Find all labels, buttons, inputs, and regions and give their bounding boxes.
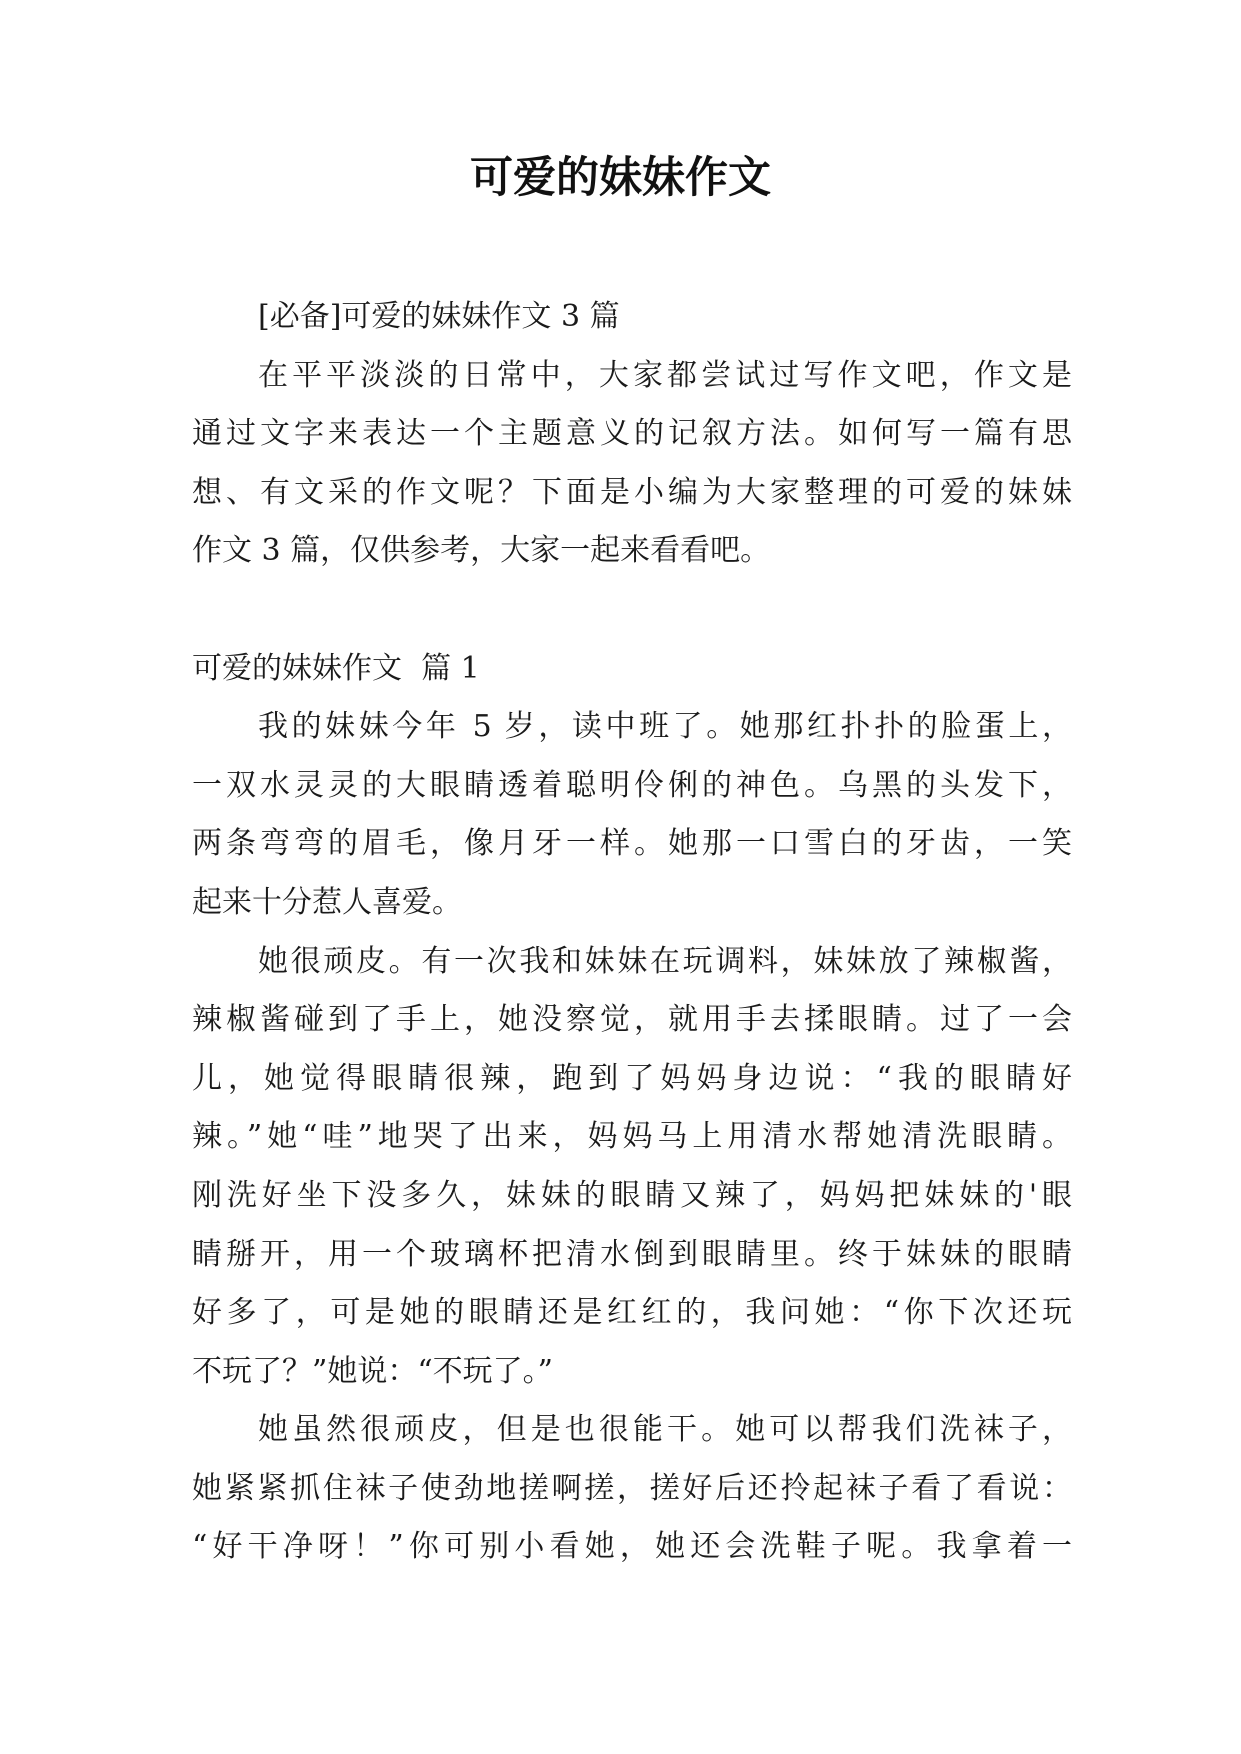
section-spacer [192, 581, 1072, 640]
intro-line: 想、有文采的作文呢？下面是小编为大家整理的可爱的妹妹 [192, 474, 1072, 510]
intro-line: 通过文字来表达一个主题意义的记叙方法。如何写一篇有思 [192, 416, 1072, 452]
paragraph-line: 我的妹妹今年 5 岁，读中班了。她那红扑扑的脸蛋上， [258, 709, 1072, 745]
paragraph-line: 睛掰开，用一个玻璃杯把清水倒到眼睛里。终于妹妹的眼睛 [192, 1236, 1072, 1272]
paragraph-line: 她紧紧抓住袜子使劲地搓啊搓，搓好后还拎起袜子看了看说： [192, 1470, 1072, 1506]
document-title: 可爱的妹妹作文 [470, 153, 771, 203]
paragraph-line: 她很顽皮。有一次我和妹妹在玩调料，妹妹放了辣椒酱， [258, 943, 1072, 979]
paragraph-line: 刚洗好坐下没多久，妹妹的眼睛又辣了，妈妈把妹妹的'眼 [192, 1177, 1072, 1213]
paragraph-line: 两条弯弯的眉毛，像月牙一样。她那一口雪白的牙齿，一笑 [192, 826, 1072, 862]
paragraph-line: 她虽然很顽皮，但是也很能干。她可以帮我们洗袜子， [258, 1412, 1072, 1448]
paragraph-line: 起来十分惹人喜爱。 [192, 884, 462, 920]
section-heading: 可爱的妹妹作文 篇 1 [192, 650, 480, 686]
intro-subtitle: [必备]可爱的妹妹作文 3 篇 [258, 299, 620, 334]
paragraph-line: 辣椒酱碰到了手上，她没察觉，就用手去揉眼睛。过了一会 [192, 1002, 1072, 1038]
paragraph-line: 儿，她觉得眼睛很辣，跑到了妈妈身边说：“我的眼睛好 [192, 1060, 1072, 1096]
intro-line: 作文 3 篇，仅供参考，大家一起来看看吧。 [192, 533, 771, 569]
paragraph-line: 一双水灵灵的大眼睛透着聪明伶俐的神色。乌黑的头发下， [192, 767, 1072, 803]
paragraph-line: 好多了，可是她的眼睛还是红红的，我问她：“你下次还玩 [192, 1295, 1072, 1331]
paragraph-line: “好干净呀！”你可别小看她，她还会洗鞋子呢。我拿着一 [192, 1529, 1072, 1565]
paragraph-line: 辣。”她“哇”地哭了出来，妈妈马上用清水帮她清洗眼睛。 [192, 1119, 1072, 1155]
intro-line: 在平平淡淡的日常中，大家都尝试过写作文吧，作文是 [258, 357, 1072, 393]
document-body [192, 288, 1072, 1577]
paragraph-line: 不玩了？”她说：“不玩了。” [192, 1353, 554, 1389]
